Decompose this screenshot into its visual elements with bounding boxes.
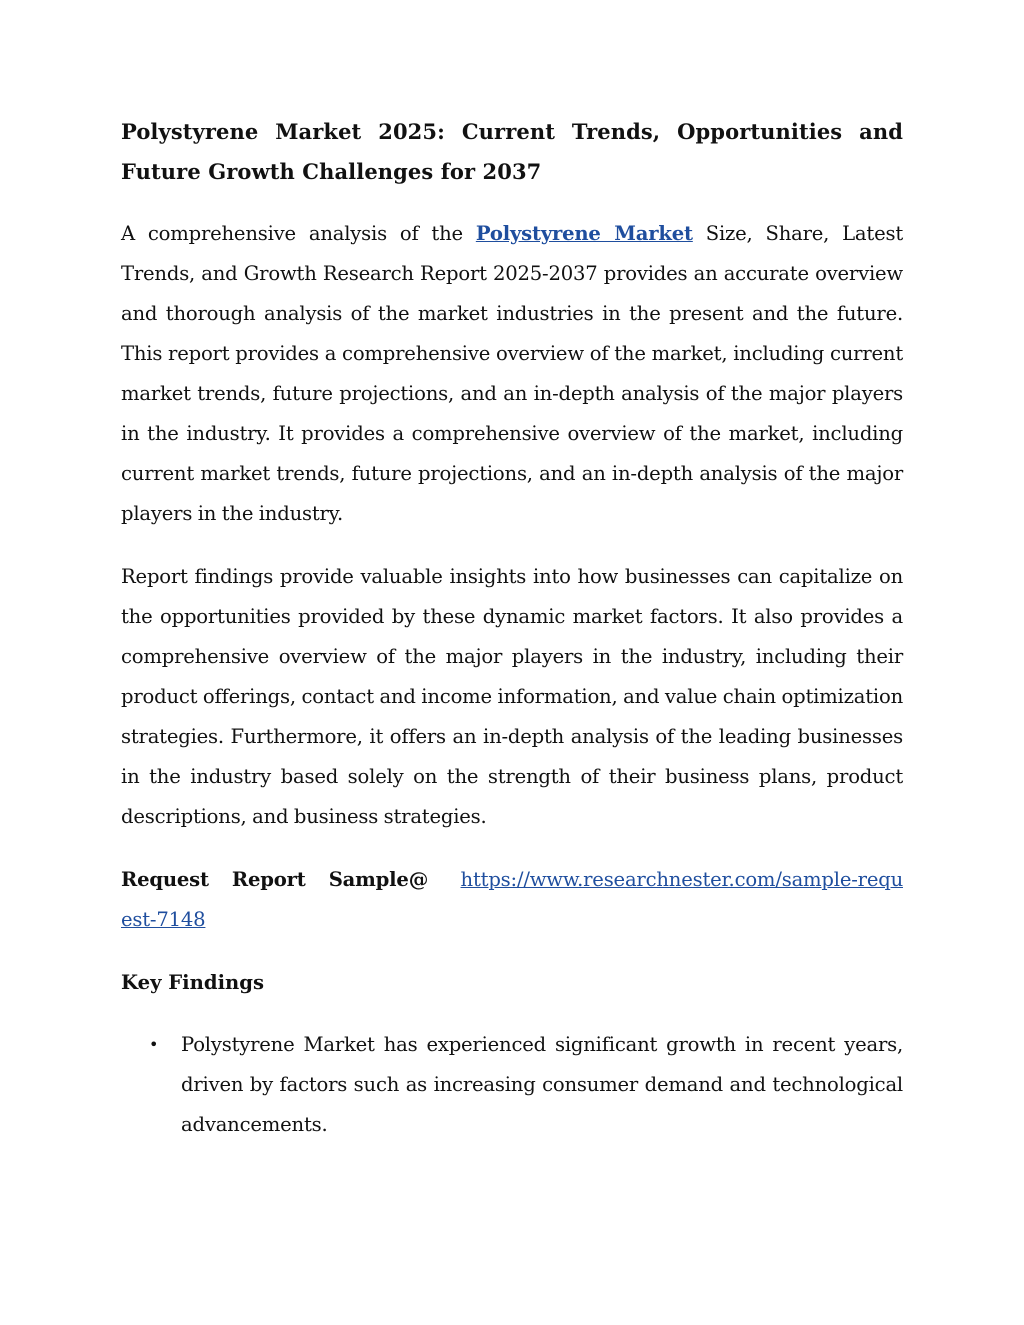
document-title: Polystyrene Market 2025: Current Trends, Opportunities and Future Growth Challenges for 2037: [121, 119, 903, 184]
polystyrene-market-link[interactable]: Polystyrene Market: [475, 222, 693, 245]
key-finding-text: Polystyrene Market has experienced significant growth in recent years, driven by factors such as increasing consumer demand and technological advancements.: [181, 1033, 903, 1136]
report-findings-paragraph: Report findings provide valuable insights into how businesses can capitalize on the opportunities provided by these dynamic market factors. It also provides a comprehensive overview of the major players in the industry, including their product offerings, contact and income information, and value chain optimization strategies. Furthermore, it offers an in-depth analysis of the leading businesses in the industry based solely on the strength of their business plans, product descriptions, and business strategies.: [121, 565, 903, 828]
intro-text-before-link: A comprehensive analysis of the: [121, 222, 476, 245]
key-findings-list: [121, 1025, 903, 1145]
document-page: [121, 112, 903, 1145]
sample-request-paragraph: [121, 860, 903, 940]
bullet-icon: •: [149, 1035, 159, 1054]
sample-request-label: Request Report Sample@: [121, 868, 429, 891]
key-findings-heading: Key Findings: [121, 971, 264, 994]
list-item: [149, 1025, 903, 1145]
intro-paragraph: [121, 214, 903, 534]
intro-text-after-link: Size, Share, Latest Trends, and Growth Research Report 2025-2037 provides an accurate overview and thorough analysis of the market industries in the present and the future. This report provides a comprehensive overview of the market, including current market trends, future projections, and an in-depth analysis of the major players in the industry. It provides a comprehensive overview of the market, including current market trends, future projections, and an in-depth analysis of the major players in the industry.: [121, 222, 903, 525]
sample-request-link[interactable]: https://www.researchnester.com/sample-request-7148: [121, 868, 903, 931]
